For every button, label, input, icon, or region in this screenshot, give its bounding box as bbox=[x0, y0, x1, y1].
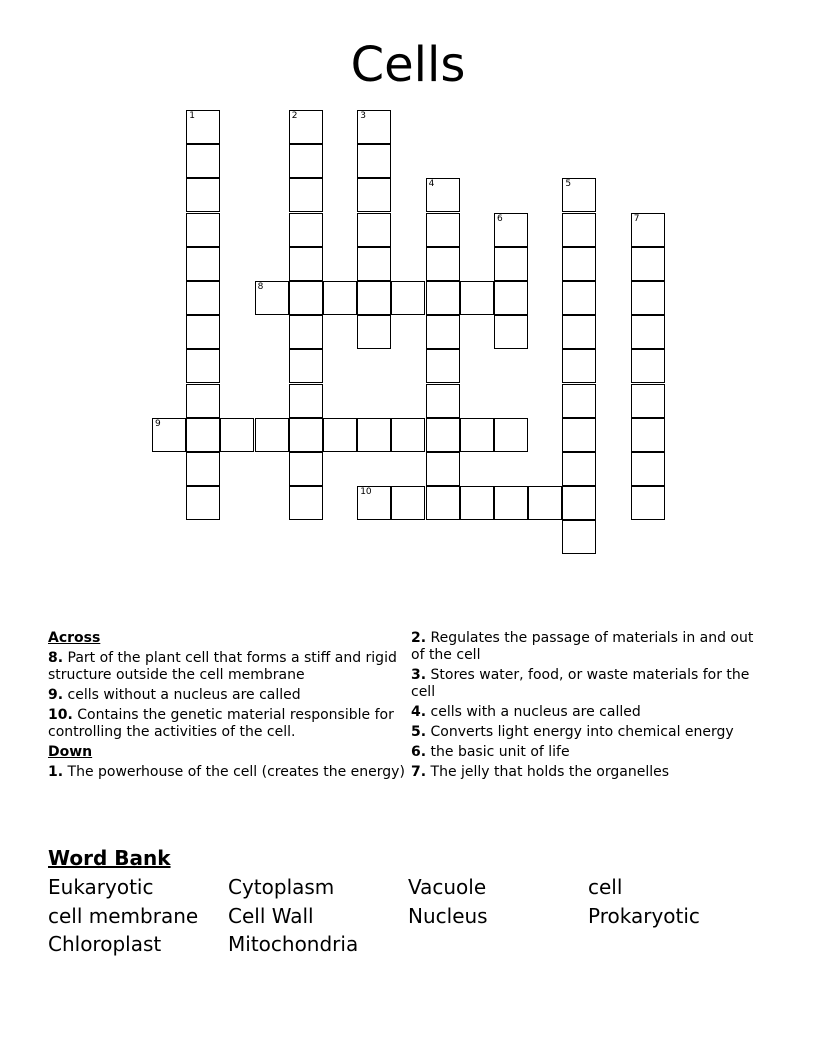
cell-number: 10 bbox=[360, 487, 372, 498]
crossword-cell[interactable] bbox=[357, 144, 391, 178]
crossword-cell[interactable] bbox=[631, 418, 665, 452]
cell-number: 7 bbox=[633, 213, 640, 224]
crossword-cell[interactable] bbox=[426, 247, 460, 281]
crossword-cell[interactable] bbox=[562, 418, 596, 452]
crossword-cell[interactable] bbox=[631, 281, 665, 315]
clue-down-6 bbox=[411, 744, 761, 761]
crossword-cell[interactable] bbox=[562, 178, 596, 212]
word-bank-word: Vacuole bbox=[408, 875, 487, 899]
crossword-cell[interactable] bbox=[426, 213, 460, 247]
word-bank-word: cell bbox=[588, 875, 623, 899]
crossword-cell[interactable] bbox=[426, 452, 460, 486]
crossword-cell[interactable] bbox=[357, 486, 391, 520]
clue-text: Converts light energy into chemical energy bbox=[430, 724, 734, 740]
crossword-cell[interactable] bbox=[494, 213, 528, 247]
word-bank-word: Nucleus bbox=[408, 903, 488, 928]
crossword-cell[interactable] bbox=[562, 281, 596, 315]
crossword-cell[interactable] bbox=[631, 452, 665, 486]
cell-number: 9 bbox=[155, 418, 161, 429]
clue-number: 1. bbox=[48, 764, 64, 780]
clue-down-7 bbox=[411, 764, 761, 781]
word-bank-title: Word Bank bbox=[48, 846, 171, 870]
crossword-cell[interactable] bbox=[426, 349, 460, 383]
crossword-cell[interactable] bbox=[494, 247, 528, 281]
crossword-cell[interactable] bbox=[562, 315, 596, 349]
clue-text: cells with a nucleus are called bbox=[430, 704, 641, 720]
crossword-cell[interactable] bbox=[289, 486, 323, 520]
crossword-cell[interactable] bbox=[289, 349, 323, 383]
crossword-cell[interactable] bbox=[323, 281, 357, 315]
word-bank-word: Chloroplast bbox=[48, 932, 162, 956]
word-bank-word: Cell Wall bbox=[228, 903, 314, 928]
clue-number: 9. bbox=[48, 687, 64, 703]
clue-text: The jelly that holds the organelles bbox=[430, 764, 670, 780]
clue-text: Part of the plant cell that forms a stiff and rigid structure outside the cell membrane bbox=[48, 650, 397, 683]
crossword-cell[interactable] bbox=[152, 418, 186, 452]
crossword-cell[interactable] bbox=[186, 178, 220, 212]
crossword-cell[interactable] bbox=[426, 384, 460, 418]
crossword-cell[interactable] bbox=[289, 178, 323, 212]
clue-number: 8. bbox=[48, 650, 64, 666]
crossword-cell[interactable] bbox=[186, 281, 220, 315]
crossword-cell[interactable] bbox=[562, 486, 596, 520]
crossword-cell[interactable] bbox=[255, 418, 289, 452]
crossword-cell[interactable] bbox=[562, 247, 596, 281]
cell-number: 1 bbox=[189, 111, 195, 121]
clue-text: Stores water, food, or waste materials for the cell bbox=[411, 667, 750, 700]
crossword-cell[interactable] bbox=[460, 418, 494, 452]
word-bank-word: cell membrane bbox=[48, 903, 199, 928]
crossword-cell[interactable] bbox=[631, 213, 665, 247]
clue-down-2 bbox=[411, 630, 761, 664]
crossword-cell[interactable] bbox=[186, 110, 220, 144]
clue-text: Regulates the passage of materials in and out of the cell bbox=[411, 630, 754, 663]
word-bank-list bbox=[48, 873, 768, 959]
word-bank-word: Eukaryotic bbox=[48, 875, 154, 899]
clue-number: 4. bbox=[411, 704, 427, 720]
crossword-cell[interactable] bbox=[426, 486, 460, 520]
word-bank-word: Mitochondria bbox=[228, 932, 359, 956]
crossword-cell[interactable] bbox=[494, 281, 528, 315]
crossword-cell[interactable] bbox=[220, 418, 254, 452]
crossword-cell[interactable] bbox=[289, 281, 323, 315]
clue-number: 7. bbox=[411, 764, 427, 780]
crossword-cell[interactable] bbox=[562, 349, 596, 383]
crossword-cell[interactable] bbox=[528, 486, 562, 520]
crossword-cell[interactable] bbox=[562, 452, 596, 486]
crossword-cell[interactable] bbox=[186, 418, 220, 452]
crossword-cell[interactable] bbox=[391, 418, 425, 452]
clue-text: Contains the genetic material responsible for controlling the activities of the cell. bbox=[48, 707, 394, 740]
crossword-cell[interactable] bbox=[357, 110, 391, 144]
crossword-cell[interactable] bbox=[289, 418, 323, 452]
crossword-cell[interactable] bbox=[186, 349, 220, 383]
down-heading: Down bbox=[48, 744, 93, 760]
crossword-cell[interactable] bbox=[631, 349, 665, 383]
word-bank-word: Prokaryotic bbox=[588, 903, 700, 928]
crossword-cell[interactable] bbox=[289, 110, 323, 144]
crossword-cell[interactable] bbox=[426, 178, 460, 212]
crossword-cell[interactable] bbox=[426, 281, 460, 315]
clue-across-9 bbox=[48, 687, 408, 704]
crossword-cell[interactable] bbox=[357, 247, 391, 281]
crossword-cell[interactable] bbox=[631, 384, 665, 418]
crossword-cell[interactable] bbox=[494, 486, 528, 520]
cell-number: 6 bbox=[497, 213, 503, 224]
cell-number: 2 bbox=[291, 111, 298, 121]
crossword-cell[interactable] bbox=[494, 418, 528, 452]
clue-across-8 bbox=[48, 650, 408, 684]
crossword-cell[interactable] bbox=[323, 418, 357, 452]
crossword-cell[interactable] bbox=[289, 247, 323, 281]
clue-text: The powerhouse of the cell (creates the energy) bbox=[67, 764, 405, 780]
clue-down-5 bbox=[411, 724, 761, 741]
clue-down-3 bbox=[411, 667, 761, 701]
crossword-cell[interactable] bbox=[391, 281, 425, 315]
clue-number: 2. bbox=[411, 630, 427, 646]
clue-number: 6. bbox=[411, 744, 427, 760]
crossword-cell[interactable] bbox=[186, 144, 220, 178]
crossword-cell[interactable] bbox=[357, 315, 391, 349]
clues-left-column bbox=[48, 630, 408, 784]
crossword-cell[interactable] bbox=[357, 418, 391, 452]
crossword-cell[interactable] bbox=[426, 315, 460, 349]
crossword-cell[interactable] bbox=[562, 213, 596, 247]
page-title: Cells bbox=[350, 37, 466, 93]
clue-number: 3. bbox=[411, 667, 427, 683]
crossword-cell[interactable] bbox=[460, 281, 494, 315]
crossword-cell[interactable] bbox=[186, 384, 220, 418]
crossword-cell[interactable] bbox=[289, 452, 323, 486]
crossword-cell[interactable] bbox=[289, 384, 323, 418]
crossword-cell[interactable] bbox=[357, 213, 391, 247]
crossword-cell[interactable] bbox=[289, 315, 323, 349]
crossword-cell[interactable] bbox=[562, 384, 596, 418]
clues-right-column bbox=[411, 630, 761, 784]
cell-number: 5 bbox=[565, 179, 572, 190]
cell-number: 3 bbox=[360, 111, 366, 121]
crossword-cell[interactable] bbox=[186, 486, 220, 520]
clue-text: the basic unit of life bbox=[430, 744, 570, 760]
clue-across-10 bbox=[48, 707, 408, 741]
crossword-cell[interactable] bbox=[494, 315, 528, 349]
crossword-cell[interactable] bbox=[186, 247, 220, 281]
crossword-cell[interactable] bbox=[289, 144, 323, 178]
clue-number: 5. bbox=[411, 724, 427, 740]
word-bank-word: Cytoplasm bbox=[228, 875, 335, 899]
clue-text: cells without a nucleus are called bbox=[67, 687, 301, 703]
crossword-cell[interactable] bbox=[357, 178, 391, 212]
crossword-cell[interactable] bbox=[289, 213, 323, 247]
cell-number: 8 bbox=[257, 282, 264, 292]
crossword-cell[interactable] bbox=[631, 315, 665, 349]
crossword-cell[interactable] bbox=[186, 452, 220, 486]
clue-down-1 bbox=[48, 764, 408, 781]
across-heading: Across bbox=[48, 630, 101, 646]
crossword-cell[interactable] bbox=[631, 247, 665, 281]
crossword-cell[interactable] bbox=[255, 281, 289, 315]
clue-number: 10. bbox=[48, 707, 73, 723]
crossword-cell[interactable] bbox=[562, 520, 596, 554]
crossword-cell[interactable] bbox=[186, 315, 220, 349]
clue-down-4 bbox=[411, 704, 761, 721]
crossword-cell[interactable] bbox=[357, 281, 391, 315]
crossword-cell[interactable] bbox=[631, 486, 665, 520]
cell-number: 4 bbox=[428, 179, 435, 190]
word-bank bbox=[48, 845, 768, 959]
crossword-cell[interactable] bbox=[186, 213, 220, 247]
crossword-cell[interactable] bbox=[391, 486, 425, 520]
crossword-cell[interactable] bbox=[426, 418, 460, 452]
crossword-cell[interactable] bbox=[460, 486, 494, 520]
